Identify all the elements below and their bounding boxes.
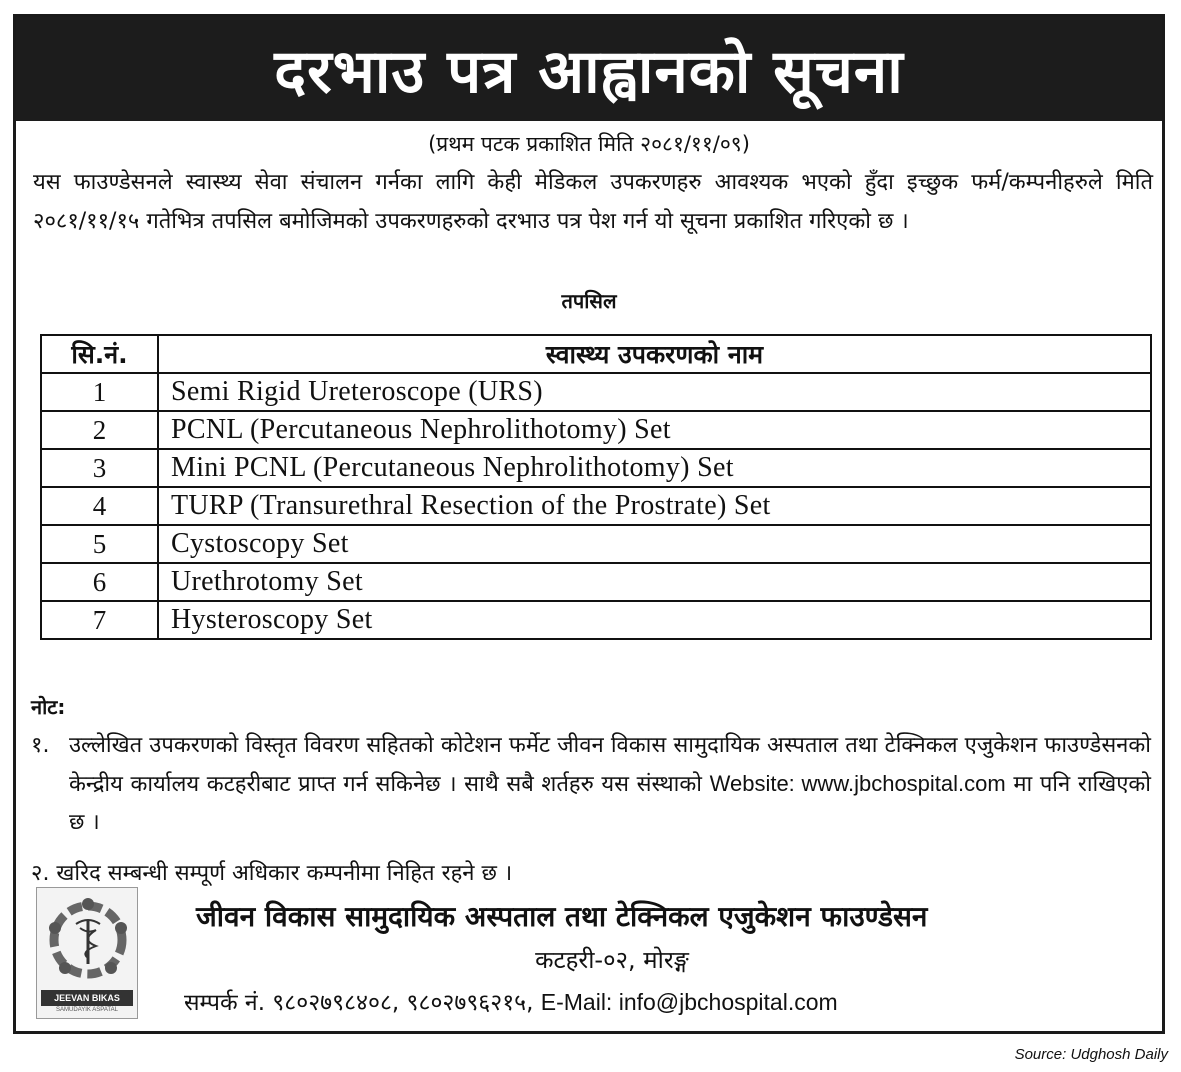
row-equipment-name: Cystoscopy Set (158, 525, 1151, 563)
row-serial: 5 (41, 525, 158, 563)
note-1-tail: मा पनि राखिएको छ । (69, 772, 1151, 835)
row-serial: 2 (41, 411, 158, 449)
organization-name: जीवन विकास सामुदायिक अस्पताल तथा टेक्निकल एजुकेशन फाउण्डेसन (196, 900, 928, 933)
logo-subtitle: SAMUDAYIK ASPATAL (56, 1007, 118, 1013)
row-equipment-name: Semi Rigid Ureteroscope (URS) (158, 373, 1151, 411)
row-serial: 6 (41, 563, 158, 601)
notes-title: नोट: (31, 695, 66, 719)
table-row (41, 563, 1151, 601)
logo-name-text: JEEVAN BIKAS (41, 990, 133, 1006)
col-name-header: स्वास्थ्य उपकरणको नाम (158, 335, 1151, 373)
table-row (41, 601, 1151, 639)
note-1-body (31, 727, 1151, 842)
contact-phone: सम्पर्क नं. ९८०२७९८४०८, ९८०२७९६२१५, (184, 990, 534, 1016)
row-equipment-name: Mini PCNL (Percutaneous Nephrolithotomy) Set (158, 449, 1151, 487)
organization-contact (184, 985, 838, 1017)
row-equipment-name: Urethrotomy Set (158, 563, 1151, 601)
notice-frame (13, 14, 1165, 1034)
website-link[interactable]: Website: www.jbchospital.com (709, 771, 1006, 796)
equipment-table (40, 334, 1152, 640)
note-1 (31, 727, 1151, 842)
published-date: (प्रथम पटक प्रकाशित मिति २०८१/११/०९) (428, 132, 750, 156)
schedule-title: तपसिल (561, 289, 617, 313)
table-row (41, 449, 1151, 487)
row-serial: 3 (41, 449, 158, 487)
row-equipment-name: PCNL (Percutaneous Nephrolithotomy) Set (158, 411, 1151, 449)
table-row (41, 487, 1151, 525)
table-row (41, 373, 1151, 411)
source-credit: Source: Udghosh Daily (1014, 1046, 1168, 1063)
contact-email[interactable]: E-Mail: info@jbchospital.com (540, 989, 838, 1015)
row-equipment-name: Hysteroscopy Set (158, 601, 1151, 639)
row-serial: 1 (41, 373, 158, 411)
row-serial: 7 (41, 601, 158, 639)
note-1-text: उल्लेखित उपकरणको विस्तृत विवरण सहितको कोटेशन फर्मेट जीवन विकास सामुदायिक अस्पताल तथा टेक्निकल एजुकेशन फाउण्डेसनको केन्द्रीय कार्यालय कटहरीबाट प्राप्त गर्न सकिनेछ । साथै सबै शर्तहरु यस संस्थाको (69, 733, 1151, 797)
row-equipment-name: TURP (Transurethral Resection of the Prostrate) Set (158, 487, 1151, 525)
organization-address: कटहरी-०२, मोरङ्ग (535, 946, 689, 974)
intro-paragraph: यस फाउण्डेसनले स्वास्थ्य सेवा संचालन गर्नका लागि केही मेडिकल उपकरणहरु आवश्यक भएको हुँदा इच्छुक फर्म/कम्पनीहरुले मिति २०८१/११/१५ गतेभित्र तपसिल बमोजिमको उपकरणहरुको दरभाउ पत्र पेश गर्न यो सूचना प्रकाशित गरिएको छ । (33, 170, 1153, 234)
note-1-number: १. (31, 733, 50, 758)
row-serial: 4 (41, 487, 158, 525)
note-2: २. खरिद सम्बन्धी सम्पूर्ण अधिकार कम्पनीमा निहित रहने छ । (31, 861, 513, 886)
table-row (41, 411, 1151, 449)
table-row (41, 525, 1151, 563)
col-serial-header: सि.नं. (41, 335, 158, 373)
notice-title: दरभाउ पत्र आह्वानको सूचना (16, 17, 1162, 121)
table-header-row (41, 335, 1151, 373)
